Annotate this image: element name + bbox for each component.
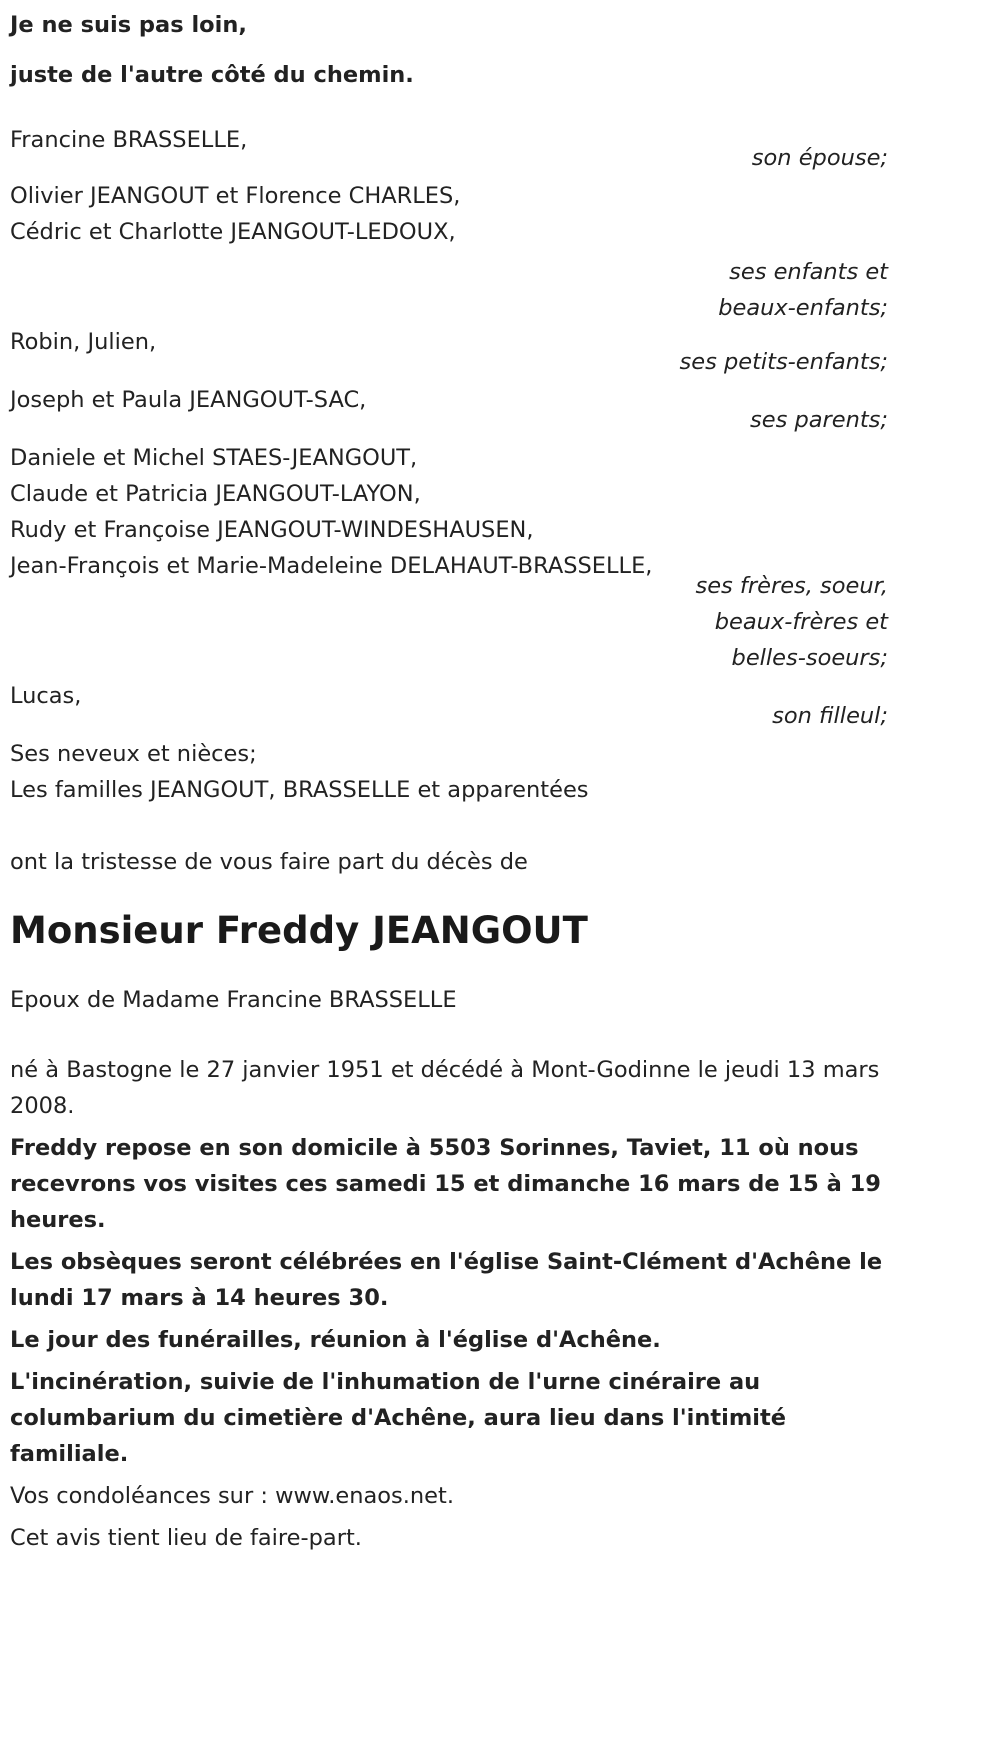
notice: Cet avis tient lieu de faire-part. [10, 1525, 362, 1551]
family-names: Jean-François et Marie-Madeleine DELAHAUT-BRASSELLE, [10, 553, 653, 579]
family-relation: beaux-enfants; [718, 295, 888, 321]
family-names: Cédric et Charlotte JEANGOUT-LEDOUX, [10, 219, 456, 245]
announcement: ont la tristesse de vous faire part du décès de [10, 849, 528, 875]
family-names: Olivier JEANGOUT et Florence CHARLES, [10, 183, 461, 209]
family-relation: son épouse; [751, 145, 888, 171]
family-names: Rudy et Françoise JEANGOUT-WINDESHAUSEN, [10, 517, 534, 543]
condolences: Vos condoléances sur : www.enaos.net. [10, 1483, 454, 1509]
verse-line: Je ne suis pas loin, [10, 12, 247, 38]
deceased-name: Monsieur Freddy JEANGOUT [10, 909, 588, 952]
family-names: Ses neveux et nièces; [10, 741, 257, 767]
family-relation: ses frères, soeur, [695, 573, 888, 599]
funeral: Les obsèques seront célébrées en l'église Saint-Clément d'Achêne le lundi 17 mars à 14 heures 30. [10, 1249, 883, 1311]
family-relation: son filleul; [772, 703, 888, 729]
meeting: Le jour des funérailles, réunion à l'église d'Achêne. [10, 1327, 661, 1353]
visitation: Freddy repose en son domicile à 5503 Sorinnes, Taviet, 11 où nous recevrons vos visites ces samedi 15 et dimanche 16 mars de 15 à 19 heures. [10, 1135, 881, 1233]
family-relation: ses petits-enfants; [679, 349, 888, 375]
birth-death: né à Bastogne le 27 janvier 1951 et décédé à Mont-Godinne le jeudi 13 mars 2008. [10, 1057, 880, 1119]
verse [10, 0, 888, 100]
family-names: Francine BRASSELLE, [10, 127, 248, 153]
family-names: Robin, Julien, [10, 329, 157, 355]
family-group-children [10, 176, 888, 328]
family-group-godson [10, 676, 888, 736]
family-names: Lucas, [10, 683, 82, 709]
family-relation: ses parents; [750, 407, 888, 433]
family-group-others [10, 734, 888, 810]
family-group-grandchildren [10, 322, 888, 382]
verse-line: juste de l'autre côté du chemin. [10, 62, 414, 88]
cremation: L'incinération, suivie de l'inhumation de l'urne cinéraire au columbarium du cimetière d'Achêne, aura lieu dans l'intimité familiale. [10, 1369, 787, 1467]
obituary-notice [10, 0, 888, 1556]
family-names: Les familles JEANGOUT, BRASSELLE et apparentées [10, 777, 589, 803]
family-names: Daniele et Michel STAES-JEANGOUT, [10, 445, 418, 471]
family-group-spouse [10, 120, 888, 178]
family-names: Joseph et Paula JEANGOUT-SAC, [10, 387, 367, 413]
family-names: Claude et Patricia JEANGOUT-LAYON, [10, 481, 421, 507]
family-group-parents [10, 380, 888, 440]
spouse-line: Epoux de Madame Francine BRASSELLE [10, 987, 457, 1013]
family-relation: beaux-frères et [714, 609, 888, 635]
family-relation: belles-soeurs; [731, 645, 888, 671]
family-group-siblings [10, 438, 888, 678]
family-relation: ses enfants et [729, 259, 888, 285]
